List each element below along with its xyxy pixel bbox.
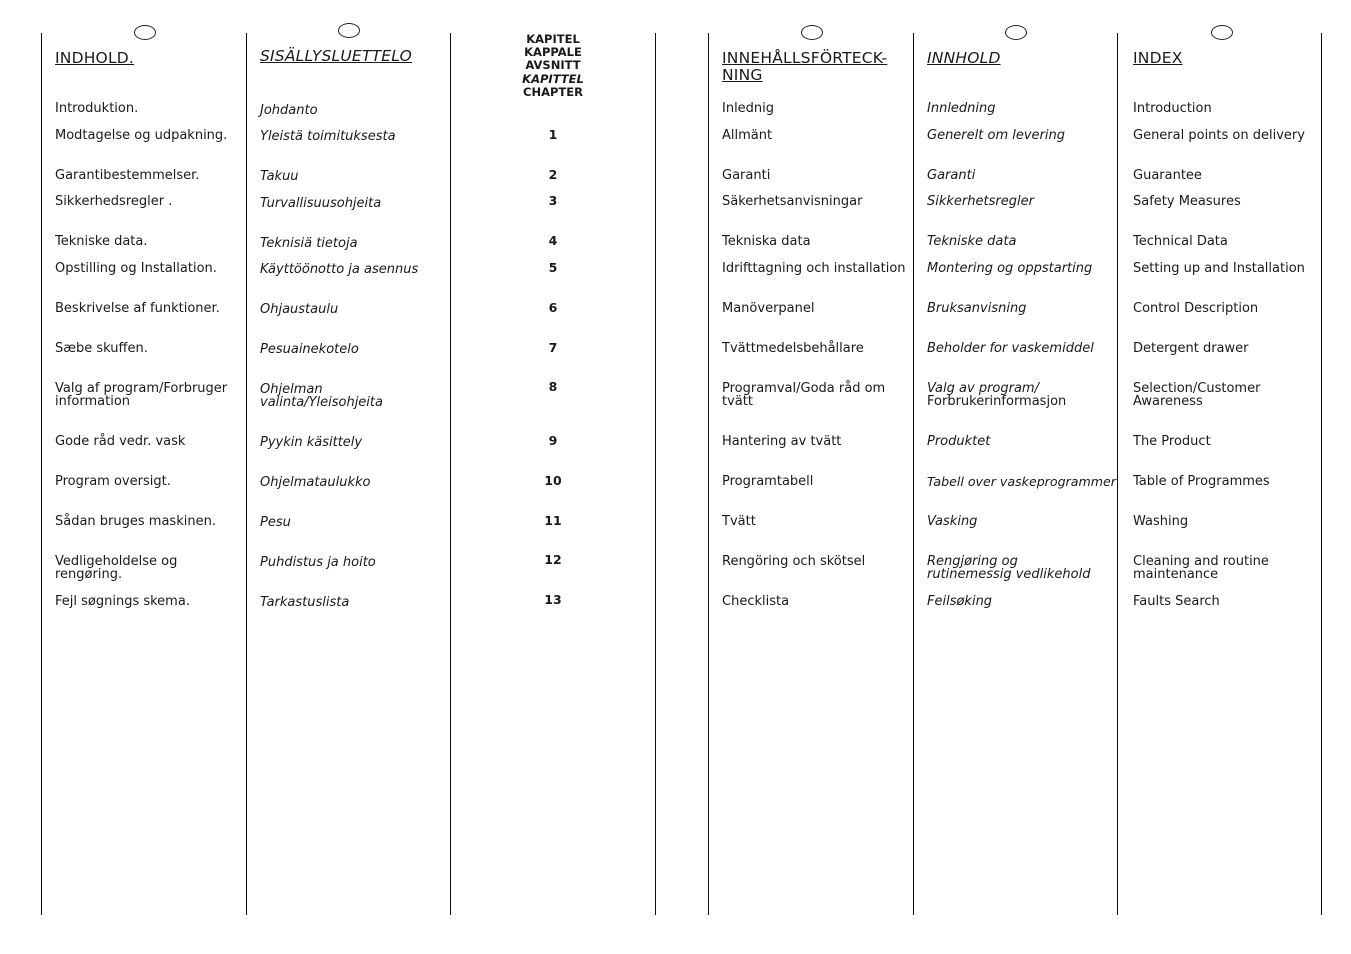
toc-item: Cleaning and routine maintenance [1133,554,1269,582]
toc-item: Vedligeholdelse og rengøring. [55,554,178,582]
toc-item: Sæbe skuffen. [55,341,148,356]
toc-item: Hantering av tvätt [722,434,842,449]
toc-item: Checklista [722,594,790,609]
column-rule [450,33,451,915]
toc-item: Tvätt [722,514,756,529]
toc-item: Rengjøring og rutinemessig vedlikehold [927,554,1091,582]
chapter-number: 11 [544,513,562,528]
chapter-number: 12 [544,552,562,567]
toc-item: Modtagelse og udpakning. [55,128,228,143]
toc-item: Program oversigt. [55,474,171,489]
toc-item: Garantibestemmelser. [55,168,200,183]
chapter-number: 4 [548,233,558,248]
toc-item: Tekniska data [722,234,811,249]
toc-item: Generelt om levering [927,128,1065,143]
toc-item: Sikkerhedsregler . [55,194,173,209]
chapter-number: 3 [548,193,558,208]
chapter-header-line: KAPPALE [524,45,582,60]
column-rule [41,33,42,915]
toc-item: Innledning [927,101,996,116]
toc-item: Tekniske data. [55,234,148,249]
toc-item-subline: Forbrukerinformasjon [927,394,1067,409]
toc-item: Pesu [260,515,291,530]
toc-item: Control Description [1133,301,1259,316]
toc-item: Sikkerhetsregler [927,194,1034,209]
chapter-number: 5 [548,260,558,275]
column-rule [1321,33,1322,915]
toc-item: Rengöring och skötsel [722,554,866,569]
toc-item: Teknisiä tietoja [260,236,358,251]
toc-item: Gode råd vedr. vask [55,434,186,449]
toc-item: Käyttöönotto ja asennus [260,262,419,277]
toc-item: Fejl søgnings skema. [55,594,190,609]
toc-item: Manöverpanel [722,301,815,316]
chapter-number: 6 [548,300,558,315]
chapter-header [500,33,606,99]
chapter-number: 13 [544,592,562,607]
chapter-number: 8 [548,379,558,394]
column-swedish [722,0,908,954]
chapter-number: 1 [548,127,558,142]
toc-item: Safety Measures [1133,194,1241,209]
chapter-number: 7 [548,340,558,355]
toc-item: Sådan bruges maskinen. [55,514,216,529]
toc-item: Feilsøking [927,594,993,609]
chapter-header-line: CHAPTER [523,84,583,99]
chapter-number: 9 [548,433,558,448]
toc-item: Allmänt [722,128,773,143]
toc-item: Beskrivelse af funktioner. [55,301,220,316]
toc-item: Introduction [1133,101,1212,116]
toc-item: Tabell over vaskeprogrammer [927,474,1116,489]
toc-item: Garanti [927,168,976,183]
toc-item: Inlednig [722,101,775,116]
toc-item: Opstilling og Installation. [55,261,217,276]
column-title: INNEHÅLLSFÖRTECK-NING [722,49,888,84]
column-english [1133,0,1319,954]
toc-item: Garanti [722,168,771,183]
column-rule [246,33,247,915]
column-title: INNHOLD [927,49,1001,67]
chapter-header-line: AVSNITT [525,58,581,73]
toc-item: Ohjelmataulukko [260,475,371,490]
chapter-header-line: KAPITEL [526,32,580,46]
chapter-number: 10 [544,473,562,488]
toc-item: Puhdistus ja hoito [260,555,376,570]
toc-item: Table of Programmes [1133,474,1270,489]
toc-item: Säkerhetsanvisningar [722,194,863,209]
toc-item: The Product [1133,434,1211,449]
column-rule [913,33,914,915]
column-finnish [260,0,446,954]
toc-item: Valg af program/Forbruger information [55,381,228,409]
toc-item: Detergent drawer [1133,341,1249,356]
chapter-header-line: KAPITTEL [522,71,584,86]
toc-item: Technical Data [1133,234,1228,249]
toc-item: Programtabell [722,474,814,489]
toc-item: Idrifttagning och installation [722,261,906,276]
toc-item: Tarkastuslista [260,595,350,610]
column-rule [1117,33,1118,915]
column-rule [655,33,656,915]
toc-item: Setting up and Installation [1133,261,1305,276]
toc-item: Takuu [260,169,299,184]
toc-item: Johdanto [260,103,318,118]
toc-item: Programval/Goda råd om tvätt [722,381,886,409]
toc-item: General points on delivery [1133,128,1305,143]
toc-item: Ohjaustaulu [260,302,339,317]
toc-item: Pyykin käsittely [260,435,363,450]
toc-item: Ohjelman valinta/Yleisohjeita [260,382,383,410]
column-rule [708,33,709,915]
toc-item: Tvättmedelsbehållare [722,341,864,356]
column-title: INDEX [1133,49,1183,67]
toc-item: Yleistä toimituksesta [260,129,396,144]
toc-item: Vasking [927,514,978,529]
toc-item: Tekniske data [927,234,1017,249]
column-title: SISÄLLYSLUETTELO [260,47,413,65]
chapter-number: 2 [548,167,558,182]
toc-item: Pesuainekotelo [260,342,359,357]
toc-item: Beholder for vaskemiddel [927,341,1094,356]
toc-item: Guarantee [1133,168,1202,183]
toc-item: Turvallisuusohjeita [260,196,382,211]
toc-item: Produktet [927,434,991,449]
toc-item: Faults Search [1133,594,1220,609]
toc-item-line: Valg av program/ [927,381,1039,396]
toc-item: Bruksanvisning [927,301,1027,316]
toc-item: Washing [1133,514,1189,529]
column-norwegian [927,0,1116,954]
toc-item [927,382,1113,408]
toc-item: Selection/Customer Awareness [1133,381,1261,409]
toc-item: Introduktion. [55,101,139,116]
toc-item: Montering og oppstarting [927,261,1093,276]
column-danish [55,0,241,954]
column-title: INDHOLD. [55,49,135,67]
